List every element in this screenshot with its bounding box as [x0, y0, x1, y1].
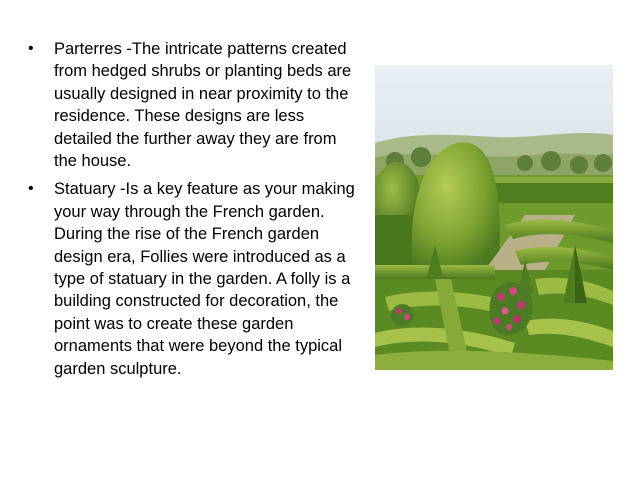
bullet-marker: • [28, 40, 34, 57]
garden-photo [375, 65, 613, 370]
bullet-item-parterres [28, 38, 358, 172]
bullet-item-statuary [28, 178, 358, 380]
bullet-marker: • [28, 180, 34, 198]
bullet-list [28, 38, 358, 386]
garden-photo-illustration [375, 65, 613, 370]
bullet-text-statuary: Statuary -Is a key feature as your making your way through the French garden. During the rise of the French garden design era, Follies were introduced as a type of statuary in the garden. A folly is a building constructed for decoration, the point was to create these garden ornaments that were beyond the typical garden sculpture. [54, 180, 355, 378]
bullet-text-parterres: Parterres -The intricate patterns created from hedged shrubs or planting beds are usually designed in near proximity to the residence. These designs are less detailed the further away they are from the house. [54, 40, 352, 171]
back-hedge-top [475, 177, 613, 183]
